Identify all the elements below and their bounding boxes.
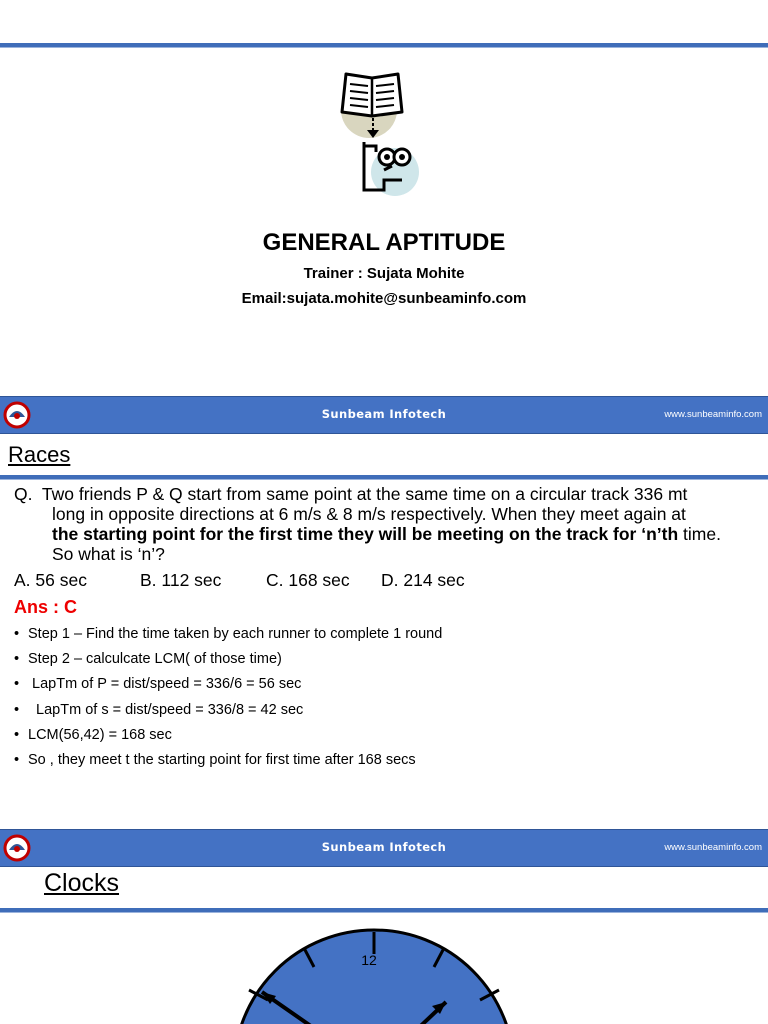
clock-face xyxy=(0,920,768,1024)
question-line-4: So what is ‘n’? xyxy=(52,544,165,564)
company-url: www.sunbeaminfo.com xyxy=(664,842,762,853)
company-name: Sunbeam Infotech xyxy=(321,840,447,854)
solution-steps xyxy=(14,624,442,775)
section-title-races: Races xyxy=(8,442,71,467)
page-title: GENERAL APTITUDE xyxy=(262,229,506,256)
list-item: • So , they meet t the starting point for first time after 168 secs xyxy=(14,751,416,768)
question-prefix: Q. xyxy=(14,484,33,504)
trainer-name: Trainer : Sujata Mohite xyxy=(303,265,465,282)
book-reader-icon xyxy=(336,66,426,200)
clock-label-12: 12 xyxy=(361,952,377,968)
option-c: C. 168 sec xyxy=(266,570,350,590)
company-url: www.sunbeaminfo.com xyxy=(664,409,762,420)
trainer-email: Email:sujata.mohite@sunbeaminfo.com xyxy=(241,290,527,307)
section-title-clocks: Clocks xyxy=(44,869,120,897)
option-a: A. 56 sec xyxy=(14,570,87,590)
option-d: D. 214 sec xyxy=(381,570,465,590)
list-item: • LCM(56,42) = 168 sec xyxy=(14,726,172,743)
option-b: B. 112 sec xyxy=(140,570,222,590)
races-rule xyxy=(0,475,768,480)
top-rule xyxy=(0,43,768,48)
question-line-2: long in opposite directions at 6 m/s & 8 m/s respectively. When they meet again at xyxy=(52,504,686,524)
list-item: • LapTm of P = dist/speed = 336/6 = 56 sec xyxy=(14,676,302,693)
company-name: Sunbeam Infotech xyxy=(321,407,447,421)
question-line-1: Two friends P & Q start from same point at the same time on a circular track 336 mt xyxy=(41,484,688,504)
question-line-3-bold: the starting point for the first time they will be meeting on the track for ‘n’th xyxy=(52,524,679,544)
header-band xyxy=(0,396,768,434)
list-item: • LapTm of s = dist/speed = 336/8 = 42 sec xyxy=(14,701,304,718)
list-item: • Step 1 – Find the time taken by each runner to complete 1 round xyxy=(14,626,443,642)
clocks-rule xyxy=(0,908,768,913)
question-text xyxy=(14,484,759,564)
answer-text: Ans : C xyxy=(14,597,77,617)
list-item: • Step 2 – calculcate LCM( of those time) xyxy=(14,651,282,668)
question-line-3-end: time. xyxy=(678,524,721,544)
header-band xyxy=(0,829,768,867)
